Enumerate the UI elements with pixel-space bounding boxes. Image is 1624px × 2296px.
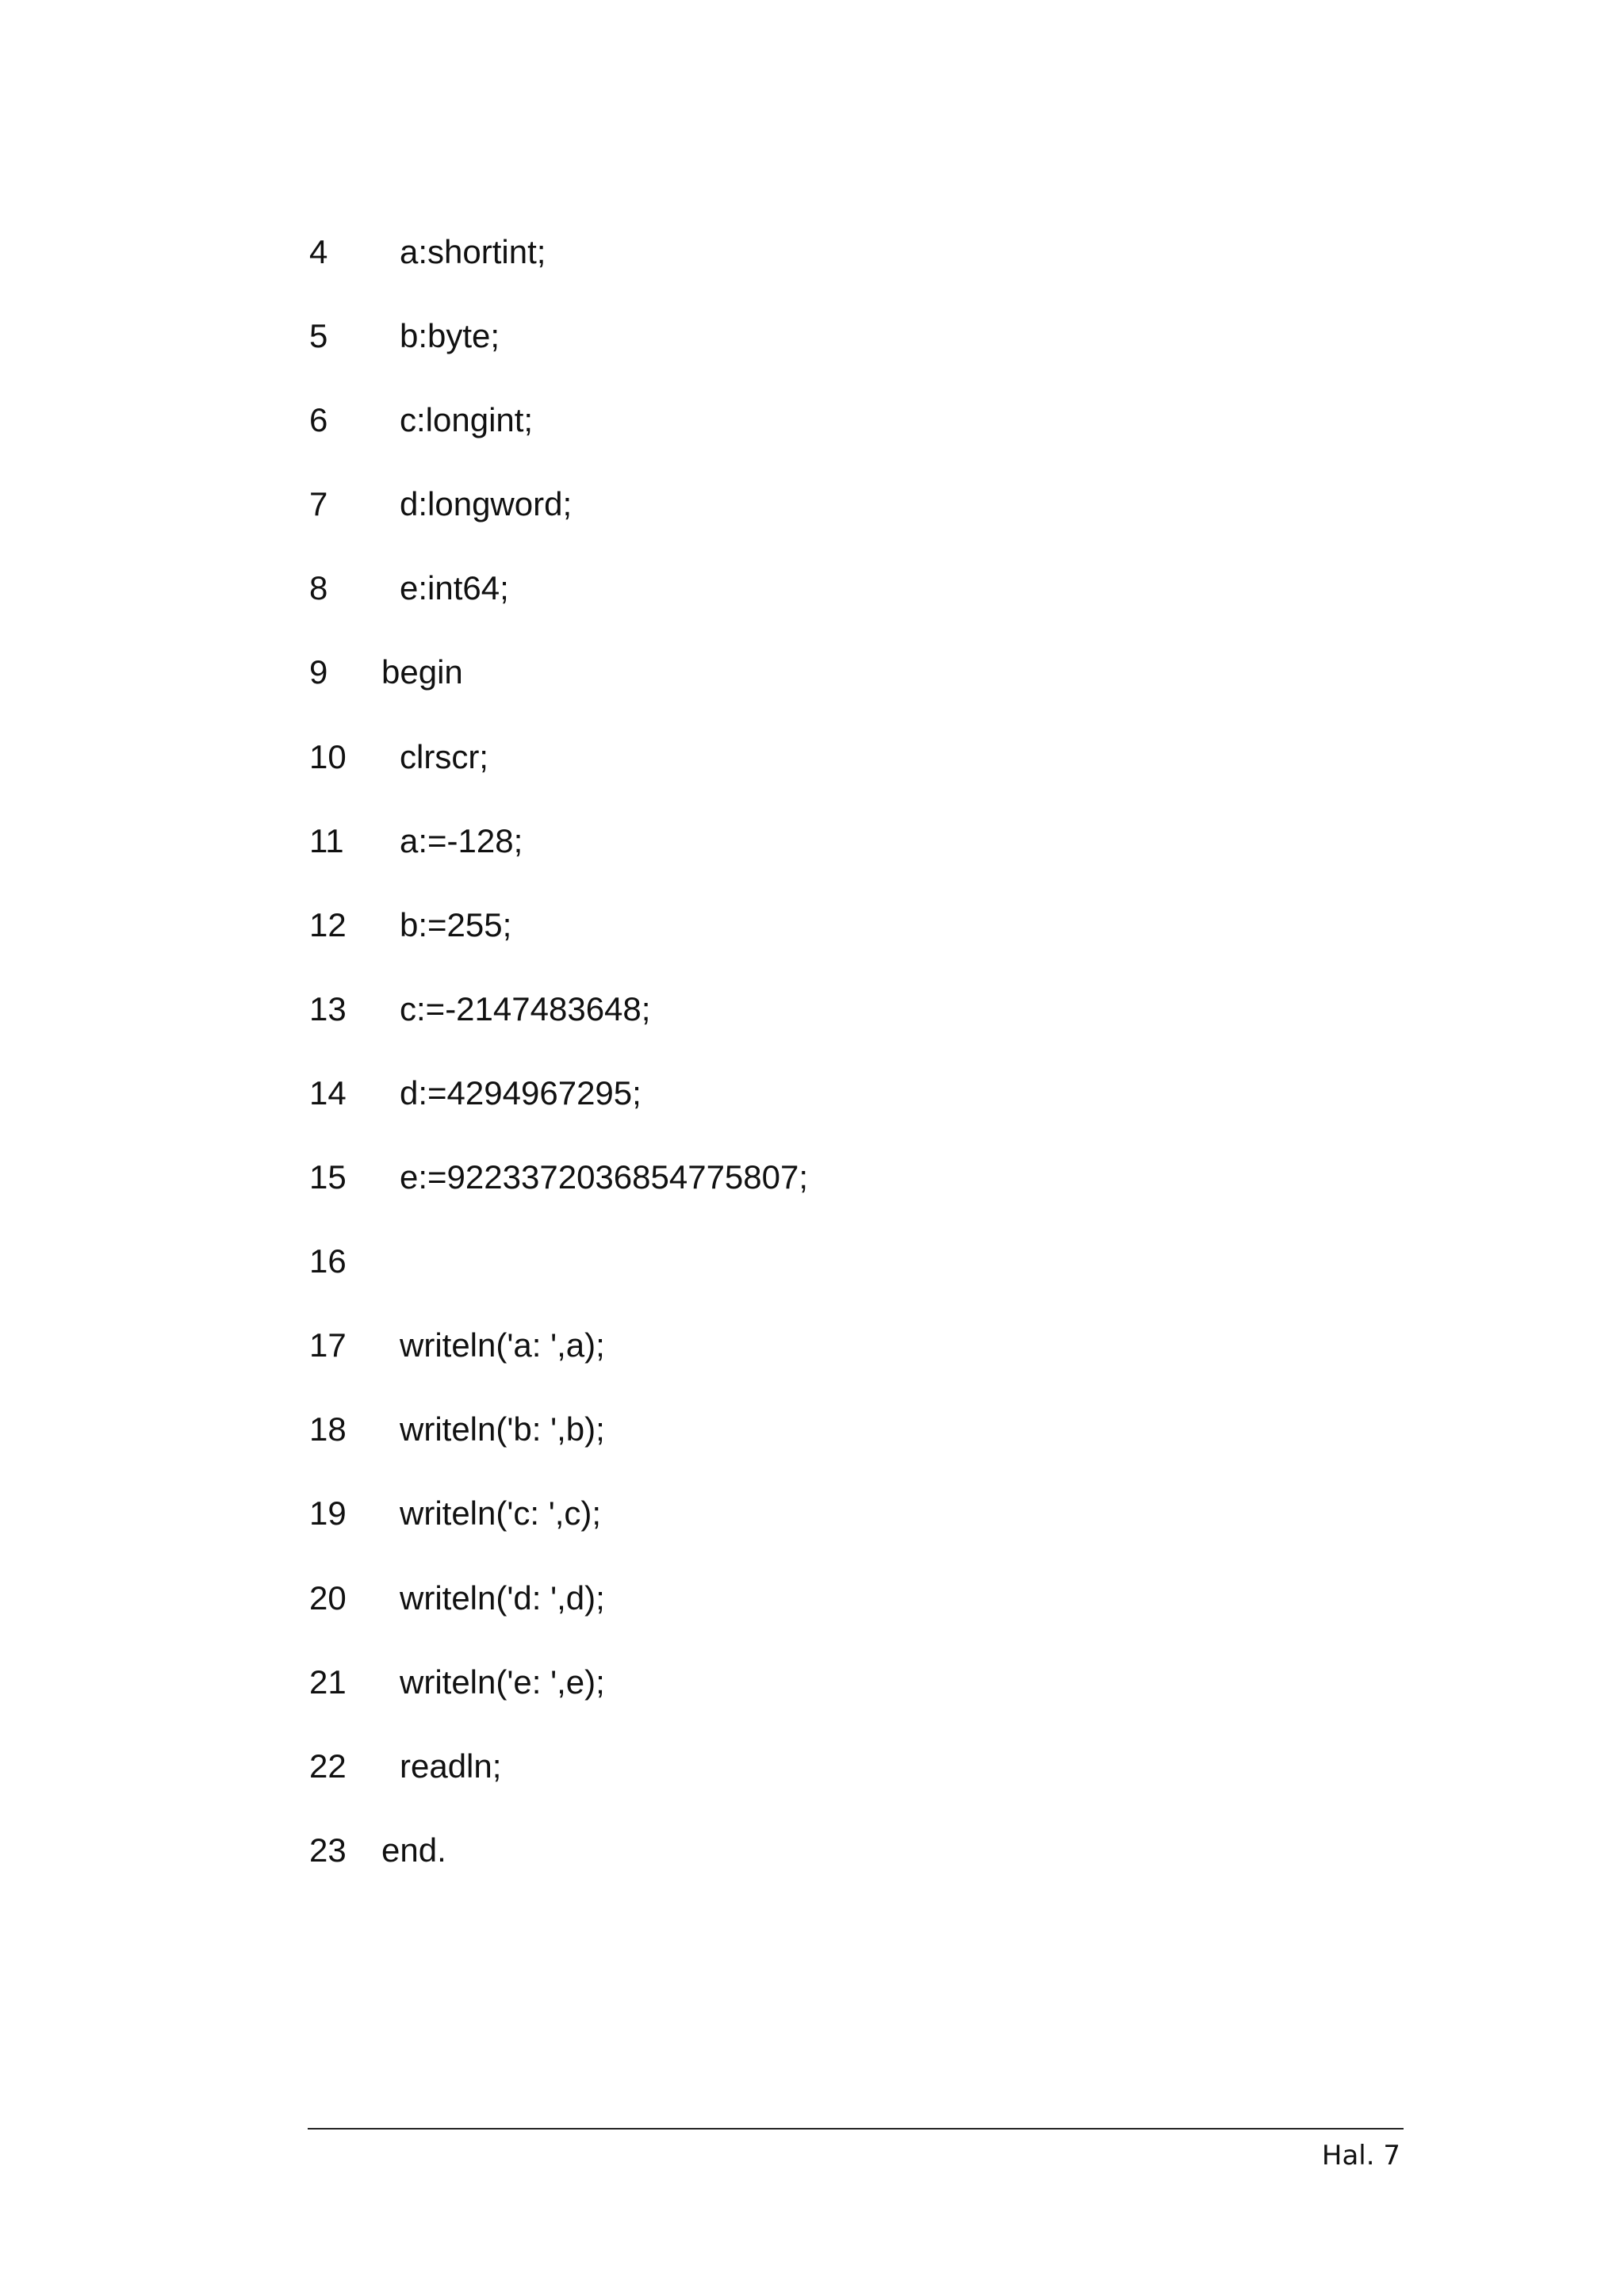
line-number: 4: [309, 233, 328, 270]
code-line: [309, 1067, 1419, 1151]
code-line: [309, 1151, 1419, 1235]
line-number: 17: [309, 1326, 347, 1364]
code-line: [309, 899, 1419, 983]
line-number: 14: [309, 1073, 347, 1112]
code-text: c:longint;: [400, 401, 534, 439]
line-number: 16: [309, 1242, 347, 1280]
code-line: [309, 815, 1419, 899]
line-number: 13: [309, 989, 347, 1027]
line-number: 9: [309, 653, 328, 691]
code-line: [309, 646, 1419, 730]
footer-divider: [308, 2128, 1404, 2130]
code-line: [309, 310, 1419, 394]
line-number: 15: [309, 1158, 347, 1196]
line-number: 19: [309, 1494, 347, 1533]
code-line: [309, 226, 1419, 310]
code-line: [309, 1403, 1419, 1487]
code-text: writeln('b: ',b);: [400, 1410, 605, 1448]
code-text: a:shortint;: [400, 233, 546, 270]
line-number: 21: [309, 1663, 347, 1701]
code-text: end.: [381, 1831, 446, 1869]
code-text: d:=4294967295;: [400, 1073, 642, 1112]
line-number: 10: [309, 737, 347, 775]
code-listing: [309, 226, 1419, 1908]
code-line: [309, 1740, 1419, 1824]
code-text: b:=255;: [400, 905, 512, 943]
code-line: [309, 1319, 1419, 1403]
code-text: e:=9223372036854775807;: [400, 1158, 809, 1196]
code-line: [309, 1572, 1419, 1656]
code-text: c:=-2147483648;: [400, 989, 651, 1027]
line-number: 5: [309, 317, 328, 355]
code-text: a:=-128;: [400, 821, 523, 859]
code-line: [309, 562, 1419, 646]
line-number: 18: [309, 1410, 347, 1448]
code-line: [309, 1235, 1419, 1319]
code-text: d:longword;: [400, 485, 573, 523]
code-text: writeln('d: ',d);: [400, 1578, 605, 1617]
code-line: [309, 731, 1419, 815]
line-number: 12: [309, 905, 347, 943]
code-text: e:int64;: [400, 569, 509, 607]
code-line: [309, 1656, 1419, 1740]
line-number: 23: [309, 1831, 347, 1869]
line-number: 8: [309, 569, 328, 607]
code-line: [309, 1824, 1419, 1908]
page-number: Hal. 7: [1321, 2140, 1400, 2172]
code-line: [309, 478, 1419, 562]
line-number: 6: [309, 401, 328, 439]
code-text: b:byte;: [400, 317, 500, 355]
code-line: [309, 983, 1419, 1067]
code-line: [309, 394, 1419, 478]
code-text: readln;: [400, 1747, 502, 1785]
line-number: 22: [309, 1747, 347, 1785]
code-text: writeln('e: ',e);: [400, 1663, 605, 1701]
line-number: 11: [309, 821, 344, 859]
code-text: begin: [381, 653, 463, 691]
code-line: [309, 1487, 1419, 1571]
code-text: writeln('c: ',c);: [400, 1494, 602, 1533]
line-number: 7: [309, 485, 328, 523]
code-text: clrscr;: [400, 737, 488, 775]
code-text: writeln('a: ',a);: [400, 1326, 605, 1364]
line-number: 20: [309, 1578, 347, 1617]
